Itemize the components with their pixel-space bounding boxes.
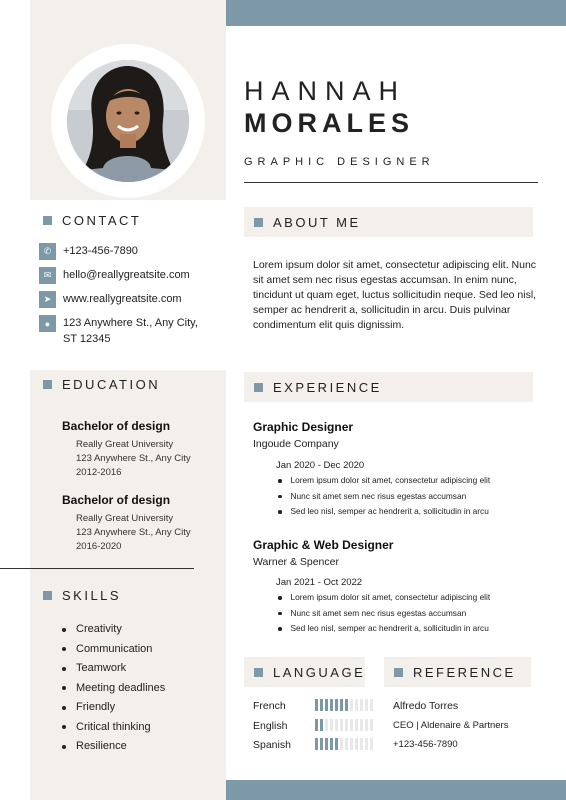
- about-heading: [244, 207, 533, 237]
- top-accent-bar: [226, 0, 566, 26]
- level-segment: [345, 738, 348, 750]
- experience-heading: [244, 372, 533, 402]
- level-segment: [315, 699, 318, 711]
- level-segment: [340, 738, 343, 750]
- school-address: 123 Anywhere St., Any City: [76, 527, 191, 538]
- contact-address: [39, 315, 198, 347]
- level-segment: [345, 699, 348, 711]
- address-line-2: ST 12345: [63, 333, 111, 345]
- skills-list: [62, 620, 165, 757]
- level-segment: [335, 719, 338, 731]
- language-name: French: [253, 700, 286, 712]
- phone-icon: ✆: [39, 243, 56, 260]
- level-segment: [325, 699, 328, 711]
- level-segment: [330, 719, 333, 731]
- level-segment: [335, 738, 338, 750]
- level-segment: [350, 699, 353, 711]
- school-address: 123 Anywhere St., Any City: [76, 453, 191, 464]
- level-segment: [370, 699, 373, 711]
- last-name: MORALES: [244, 108, 414, 138]
- square-bullet-icon: [254, 218, 263, 227]
- contact-website: [39, 291, 182, 308]
- level-segment: [365, 699, 368, 711]
- website-text: www.reallygreatsite.com: [63, 293, 182, 305]
- level-segment: [360, 738, 363, 750]
- degree-title: Bachelor of design: [62, 493, 171, 507]
- job-bullets: [278, 473, 490, 520]
- contact-phone: [39, 243, 138, 260]
- level-segment: [355, 699, 358, 711]
- profile-photo: [67, 60, 189, 182]
- level-segment: [315, 719, 318, 731]
- level-segment: [370, 738, 373, 750]
- level-segment: [330, 699, 333, 711]
- job-title: GRAPHIC DESIGNER: [244, 156, 435, 168]
- level-segment: [355, 738, 358, 750]
- square-bullet-icon: [394, 668, 403, 677]
- language-heading: [244, 657, 365, 687]
- level-segment: [340, 699, 343, 711]
- level-segment: [320, 699, 323, 711]
- portrait-illustration: [67, 60, 189, 182]
- left-divider: [0, 568, 194, 569]
- job-role: Graphic Designer: [253, 420, 354, 434]
- skill-item: Meeting deadlines: [62, 679, 165, 699]
- reference-phone: +123-456-7890: [393, 739, 458, 750]
- education-heading-label: EDUCATION: [62, 377, 161, 392]
- level-segment: [330, 738, 333, 750]
- bottom-accent-bar: [226, 780, 566, 800]
- company-name: Ingoude Company: [253, 438, 339, 450]
- job-bullet: Lorem ipsum dolor sit amet, consectetur adipiscing elit: [278, 590, 490, 606]
- reference-role: CEO | Aldenaire & Partners: [393, 720, 509, 731]
- school-years: 2016-2020: [76, 541, 122, 552]
- skill-item: Resilience: [62, 737, 165, 757]
- skill-item: Friendly: [62, 698, 165, 718]
- reference-heading-label: REFERENCE: [413, 664, 516, 680]
- level-segment: [365, 719, 368, 731]
- education-heading: [43, 377, 160, 392]
- level-segment: [325, 738, 328, 750]
- skills-heading: [43, 588, 121, 603]
- job-role: Graphic & Web Designer: [253, 538, 394, 552]
- level-segment: [355, 719, 358, 731]
- square-bullet-icon: [43, 380, 52, 389]
- header-divider: [244, 182, 538, 183]
- language-heading-label: LANGUAGE: [273, 664, 366, 680]
- school-name: Really Great University: [76, 439, 174, 450]
- language-level-bar: [315, 699, 373, 711]
- language-level-bar: [315, 719, 373, 731]
- level-segment: [350, 738, 353, 750]
- about-text: Lorem ipsum dolor sit amet, consectetur adipiscing elit. Nunc sit amet sem nec risus egestas accumsan. In enim nunc, tincidunt ut quam eget, luctus sollicitudin neque. Sed leo nisl, semper ac hendrerit a, sollicitudin in arcu. Duis pulvinar condimentum elit quis dignissim.: [253, 259, 537, 331]
- square-bullet-icon: [254, 668, 263, 677]
- skills-heading-label: SKILLS: [62, 588, 122, 603]
- experience-heading-label: EXPERIENCE: [273, 379, 382, 395]
- contact-heading: [43, 213, 141, 228]
- square-bullet-icon: [254, 383, 263, 392]
- job-dates: Jan 2021 - Oct 2022: [276, 577, 363, 588]
- job-bullet: Nunc sit amet sem nec risus egestas accumsan: [278, 606, 490, 622]
- contact-email: [39, 267, 190, 284]
- language-name: Spanish: [253, 739, 291, 751]
- email-text: hello@reallygreatsite.com: [63, 269, 190, 281]
- school-name: Really Great University: [76, 513, 174, 524]
- reference-name: Alfredo Torres: [393, 700, 459, 712]
- skill-item: Communication: [62, 640, 165, 660]
- cursor-icon: ➤: [39, 291, 56, 308]
- job-bullet: Lorem ipsum dolor sit amet, consectetur adipiscing elit: [278, 473, 490, 489]
- level-segment: [325, 719, 328, 731]
- level-segment: [315, 738, 318, 750]
- level-segment: [320, 738, 323, 750]
- level-segment: [350, 719, 353, 731]
- location-pin-icon: ●: [39, 315, 56, 332]
- level-segment: [370, 719, 373, 731]
- job-bullets: [278, 590, 490, 637]
- job-bullet: Sed leo nisl, semper ac hendrerit a, sollicitudin in arcu: [278, 621, 490, 637]
- email-icon: ✉: [39, 267, 56, 284]
- level-segment: [335, 699, 338, 711]
- level-segment: [345, 719, 348, 731]
- language-level-bar: [315, 738, 373, 750]
- job-bullet: Sed leo nisl, semper ac hendrerit a, sollicitudin in arcu: [278, 504, 490, 520]
- company-name: Warner & Spencer: [253, 556, 339, 568]
- degree-title: Bachelor of design: [62, 419, 171, 433]
- square-bullet-icon: [43, 216, 52, 225]
- square-bullet-icon: [43, 591, 52, 600]
- contact-heading-label: CONTACT: [62, 213, 142, 228]
- reference-heading: [384, 657, 531, 687]
- level-segment: [340, 719, 343, 731]
- level-segment: [360, 699, 363, 711]
- skill-item: Critical thinking: [62, 718, 165, 738]
- skill-item: Teamwork: [62, 659, 165, 679]
- level-segment: [365, 738, 368, 750]
- job-bullet: Nunc sit amet sem nec risus egestas accumsan: [278, 489, 490, 505]
- skill-item: Creativity: [62, 620, 165, 640]
- level-segment: [360, 719, 363, 731]
- about-heading-label: ABOUT ME: [273, 214, 361, 230]
- job-dates: Jan 2020 - Dec 2020: [276, 460, 365, 471]
- school-years: 2012-2016: [76, 467, 122, 478]
- address-text: [63, 315, 198, 347]
- phone-text: +123-456-7890: [63, 245, 138, 257]
- first-name: HANNAH: [244, 76, 407, 106]
- level-segment: [320, 719, 323, 731]
- language-name: English: [253, 720, 288, 732]
- address-line-1: 123 Anywhere St., Any City,: [63, 317, 198, 329]
